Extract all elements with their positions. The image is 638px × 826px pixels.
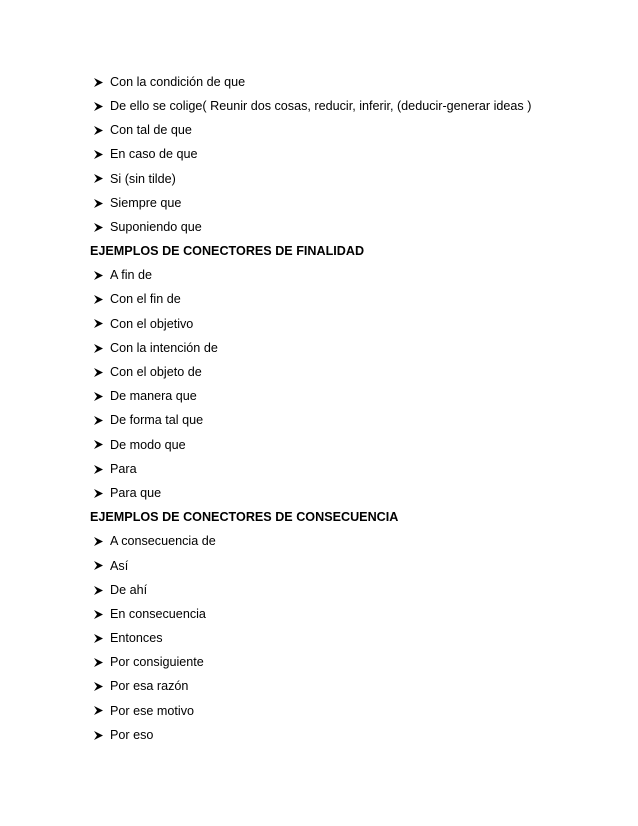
list-item-text: En caso de que xyxy=(110,147,198,162)
arrowhead-bullet-icon xyxy=(90,705,110,716)
list-item-text: Así xyxy=(110,558,129,573)
list-item xyxy=(90,288,610,312)
list-item-text: Para que xyxy=(110,485,162,500)
finality-connectors-list xyxy=(90,264,610,506)
list-item-text: De forma tal que xyxy=(110,413,204,428)
list-item-text: Si (sin tilde) xyxy=(110,171,176,186)
arrowhead-bullet-icon xyxy=(90,270,110,281)
list-item-text: Por ese motivo xyxy=(110,703,194,718)
consequence-connectors-list xyxy=(90,530,610,748)
arrowhead-bullet-icon xyxy=(90,149,110,160)
list-item xyxy=(90,143,610,167)
list-item xyxy=(90,312,610,336)
list-item xyxy=(90,699,610,723)
list-item xyxy=(90,409,610,433)
list-item xyxy=(90,191,610,215)
list-item xyxy=(90,433,610,457)
arrowhead-bullet-icon xyxy=(90,536,110,547)
arrowhead-bullet-icon xyxy=(90,222,110,233)
list-item xyxy=(90,626,610,650)
arrowhead-bullet-icon xyxy=(90,318,110,329)
arrowhead-bullet-icon xyxy=(90,681,110,692)
arrowhead-bullet-icon xyxy=(90,633,110,644)
list-item-text: Por consiguiente xyxy=(110,655,204,670)
document-content xyxy=(90,70,610,747)
arrowhead-bullet-icon xyxy=(90,343,110,354)
list-item xyxy=(90,215,610,239)
list-item xyxy=(90,602,610,626)
list-item xyxy=(90,554,610,578)
list-item xyxy=(90,167,610,191)
arrowhead-bullet-icon xyxy=(90,77,110,88)
list-item-text: Para xyxy=(110,461,137,476)
list-item-text: A fin de xyxy=(110,268,153,283)
list-item xyxy=(90,118,610,142)
list-item xyxy=(90,360,610,384)
list-item-text: De manera que xyxy=(110,389,197,404)
list-item-text: Suponiendo que xyxy=(110,219,202,234)
list-item xyxy=(90,651,610,675)
arrowhead-bullet-icon xyxy=(90,488,110,499)
section-heading-finalidad: EJEMPLOS DE CONECTORES DE FINALIDAD xyxy=(90,244,365,259)
list-item-text: Por esa razón xyxy=(110,679,189,694)
section-heading-consecuencia: EJEMPLOS DE CONECTORES DE CONSECUENCIA xyxy=(90,510,399,525)
arrowhead-bullet-icon xyxy=(90,439,110,450)
arrowhead-bullet-icon xyxy=(90,464,110,475)
arrowhead-bullet-icon xyxy=(90,560,110,571)
list-item-text: De ahí xyxy=(110,582,148,597)
list-item-text: A consecuencia de xyxy=(110,534,216,549)
list-item xyxy=(90,70,610,94)
list-item xyxy=(90,675,610,699)
list-item xyxy=(90,530,610,554)
list-item-text: Con el fin de xyxy=(110,292,181,307)
arrowhead-bullet-icon xyxy=(90,609,110,620)
arrowhead-bullet-icon xyxy=(90,585,110,596)
arrowhead-bullet-icon xyxy=(90,198,110,209)
list-item xyxy=(90,457,610,481)
list-item-text: Con el objeto de xyxy=(110,365,202,380)
list-item xyxy=(90,94,610,118)
list-item-text: Siempre que xyxy=(110,195,182,210)
list-item xyxy=(90,264,610,288)
list-item xyxy=(90,336,610,360)
arrowhead-bullet-icon xyxy=(90,415,110,426)
arrowhead-bullet-icon xyxy=(90,101,110,112)
arrowhead-bullet-icon xyxy=(90,391,110,402)
list-item-text: Entonces xyxy=(110,631,163,646)
list-item-text: Con la condición de que xyxy=(110,74,246,89)
list-item-text: Con tal de que xyxy=(110,123,192,138)
list-item xyxy=(90,723,610,747)
list-item-text: En consecuencia xyxy=(110,606,206,621)
list-item-text: De ello se colige( Reunir dos cosas, reducir, inferir, (deducir-generar ideas ) xyxy=(110,98,532,113)
list-item-text: De modo que xyxy=(110,437,186,452)
arrowhead-bullet-icon xyxy=(90,730,110,741)
arrowhead-bullet-icon xyxy=(90,657,110,668)
list-item xyxy=(90,384,610,408)
arrowhead-bullet-icon xyxy=(90,294,110,305)
arrowhead-bullet-icon xyxy=(90,125,110,136)
list-item-text: Por eso xyxy=(110,727,154,742)
list-item xyxy=(90,481,610,505)
list-item-text: Con el objetivo xyxy=(110,316,194,331)
arrowhead-bullet-icon xyxy=(90,173,110,184)
arrowhead-bullet-icon xyxy=(90,367,110,378)
list-item xyxy=(90,578,610,602)
conditional-connectors-list xyxy=(90,70,610,239)
list-item-text: Con la intención de xyxy=(110,340,218,355)
